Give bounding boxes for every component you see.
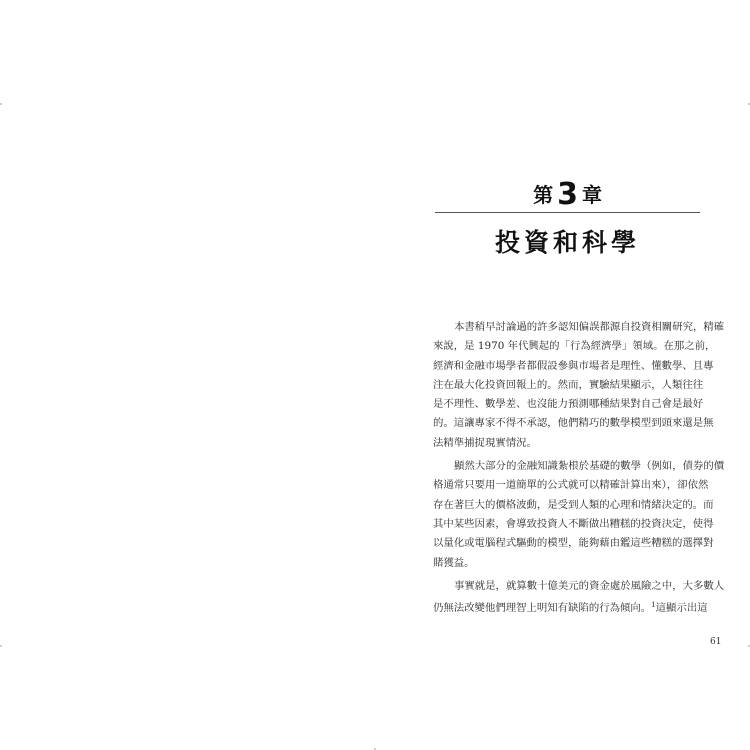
chapter-label [435, 177, 700, 212]
text-line: 格通常只要用一道簡單的公式就可以精確計算出來），卻依然 [433, 479, 709, 492]
text-segment: 這顯示出這 [655, 602, 708, 615]
text-line: 賭獲益。 [433, 556, 475, 569]
text-line: 以量化或電腦程式驅動的模型，能夠藉由鑑這些糟糕的選擇對 [433, 537, 714, 550]
chapter-number: 3 [557, 177, 578, 212]
text-line [433, 596, 708, 618]
chapter-suffix: 章 [581, 183, 602, 207]
text-segment: 仍無法改變他們理智上明知有缺陷的行為傾向。 [433, 602, 652, 615]
text-line: 的。這讓專家不得不承認，他們精巧的數學模型到頭來還是無 [433, 417, 714, 430]
chapter-heading [435, 177, 700, 259]
paragraph-2 [433, 457, 725, 573]
page-number: 61 [710, 637, 722, 647]
body-text [433, 318, 725, 622]
text-line: 本書稍早討論過的許多認知偏誤都源自投資相關研究，精確 [454, 321, 725, 333]
chapter-title: 投資和科學 [494, 228, 640, 257]
text-line: 注在最大化投資回報上的。然而，實驗結果顯示，人類往往 [433, 378, 704, 391]
crop-mark-top-left [0, 103, 2, 105]
text-line: 經濟和金融市場學者都假設參與市場者是理性、懂數學、且專 [433, 359, 714, 372]
text-line: 是不理性、數學差、也沒能力預測哪種結果對自己會是最好 [433, 398, 704, 411]
footnote-marker[interactable]: 1 [651, 601, 656, 610]
text-line: 存在著巨大的價格波動，是受到人類的心理和情緒決定的。而 [433, 498, 714, 511]
chapter-divider [435, 212, 700, 213]
text-line: 顯然大部分的金融知識紮根於基礎的數學（例如，債券的價 [454, 460, 725, 473]
chapter-prefix: 第 [533, 183, 554, 207]
crop-mark-bottom-left [0, 645, 2, 647]
text-line: 來說，是 1970 年代興起的「行為經濟學」領域。在那之前， [433, 340, 716, 353]
paragraph-3 [433, 577, 725, 619]
text-line: 其中某些因素，會導致投資人不斷做出糟糕的投資決定，使得 [433, 517, 714, 530]
text-line: 法精準捕捉現實情況。 [433, 436, 537, 449]
text-line: 事實就是，就算數十億美元的資金處於風險之中，大多數人 [454, 579, 725, 592]
paragraph-1 [433, 318, 725, 453]
